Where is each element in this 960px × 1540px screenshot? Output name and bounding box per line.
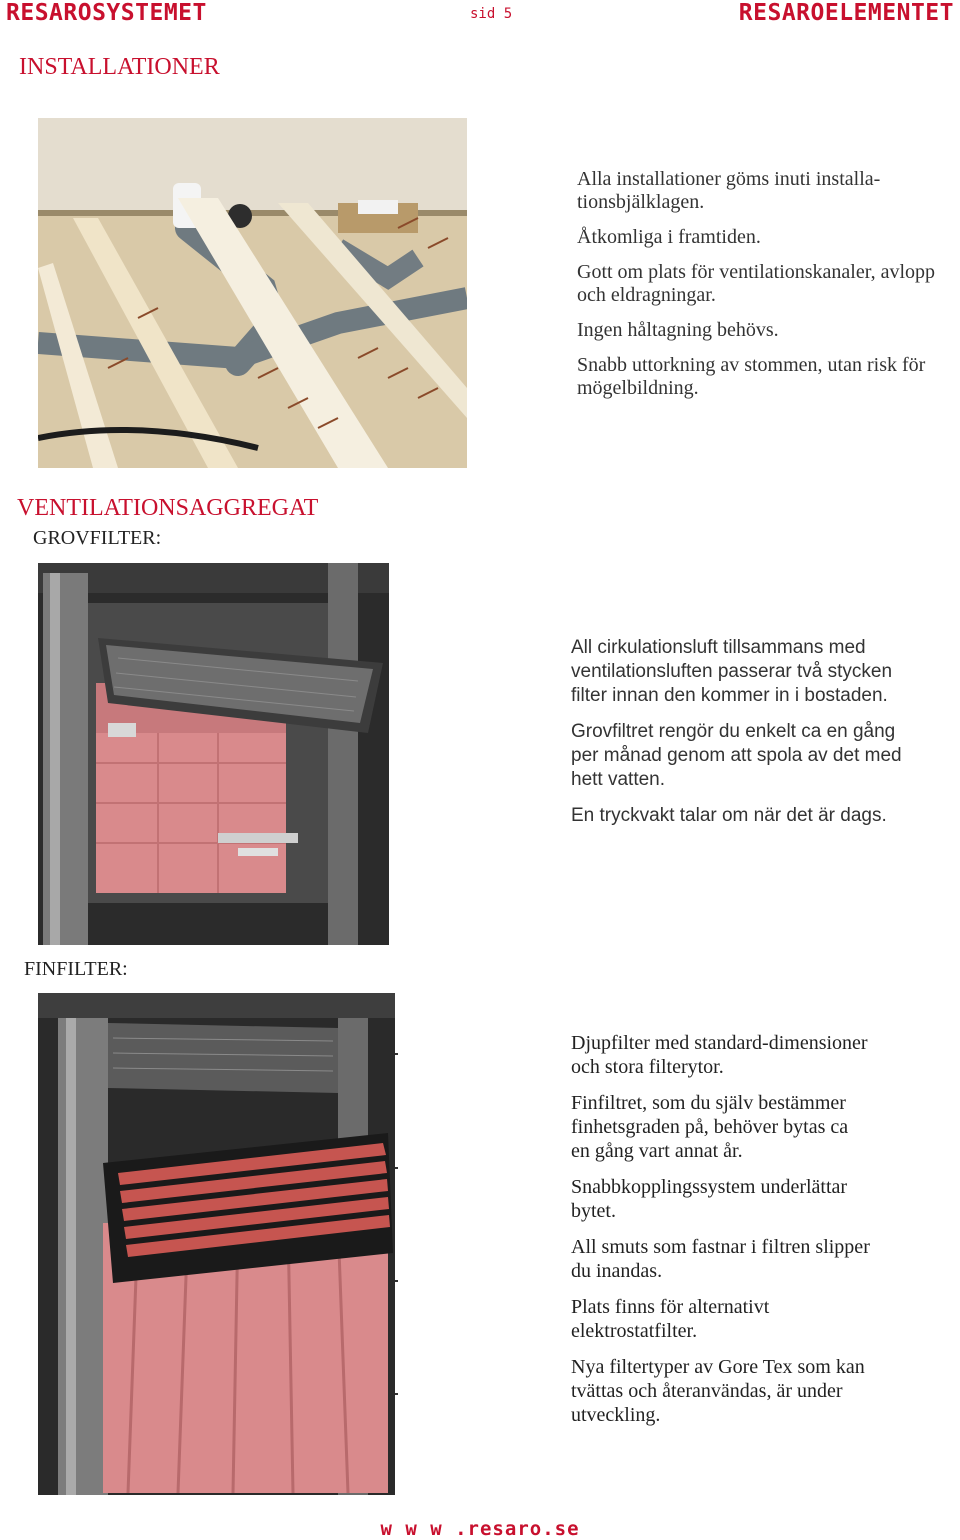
finfilter-paragraph: Djupfilter med standard-dimensioner och stora filterytor. bbox=[571, 1032, 868, 1078]
installationer-paragraph: Alla installationer göms inuti installa-tionsbjälklagen. bbox=[577, 168, 881, 213]
grovfilter-text bbox=[571, 636, 921, 840]
finfilter-text bbox=[571, 1031, 871, 1439]
footer-url[interactable]: w w w .resaro.se bbox=[380, 1518, 580, 1540]
finfilter-paragraph: Nya filtertyper av Gore Tex som kan tvättas och återanvändas, är under utveckling. bbox=[571, 1356, 865, 1426]
installationer-paragraph: Snabb uttorkning av stommen, utan risk för mögelbildning. bbox=[577, 354, 926, 399]
ventilation-heading: VENTILATIONSAGGREGAT bbox=[17, 495, 319, 521]
divider-tick bbox=[395, 1280, 398, 1282]
finfilter-heading: FINFILTER: bbox=[24, 958, 128, 980]
grovfilter-heading: GROVFILTER: bbox=[33, 527, 162, 549]
finfilter-paragraph: Snabbkopplingssystem underlättar bytet. bbox=[571, 1176, 848, 1222]
grovfilter-paragraph: All cirkulationsluft tillsammans med ventilationsluften passerar två stycken filter innan den kommer in i bostaden. bbox=[571, 637, 893, 706]
page-number: sid 5 bbox=[470, 6, 513, 22]
installationer-paragraph: Ingen håltagning behövs. bbox=[577, 319, 779, 341]
installationer-text bbox=[577, 168, 937, 412]
grovfilter-paragraph: En tryckvakt talar om när det är dags. bbox=[571, 805, 887, 826]
header-right-title: RESAROELEMENTET bbox=[738, 0, 954, 26]
installationer-paragraph: Åtkomliga i framtiden. bbox=[577, 226, 761, 248]
divider-tick bbox=[395, 1393, 398, 1395]
header-left-title: RESAROSYSTEMET bbox=[6, 0, 207, 26]
finfilter-photo bbox=[38, 993, 395, 1495]
installationer-heading: INSTALLATIONER bbox=[19, 54, 220, 80]
grovfilter-paragraph: Grovfiltret rengör du enkelt ca en gång per månad genom att spola av det med hett vatten. bbox=[571, 721, 902, 790]
installationer-paragraph: Gott om plats för ventilationskanaler, avlopp och eldragningar. bbox=[577, 261, 936, 306]
installation-floor-photo bbox=[38, 118, 467, 468]
finfilter-paragraph: Finfiltret, som du själv bestämmer finhetsgraden på, behöver bytas ca en gång vart annat år. bbox=[571, 1092, 849, 1162]
finfilter-paragraph: All smuts som fastnar i filtren slipper du inandas. bbox=[571, 1236, 870, 1282]
divider-tick bbox=[395, 1167, 398, 1169]
grovfilter-photo bbox=[38, 563, 389, 945]
divider-tick bbox=[395, 1053, 398, 1055]
finfilter-paragraph: Plats finns för alternativt elektrostatfilter. bbox=[571, 1296, 770, 1342]
